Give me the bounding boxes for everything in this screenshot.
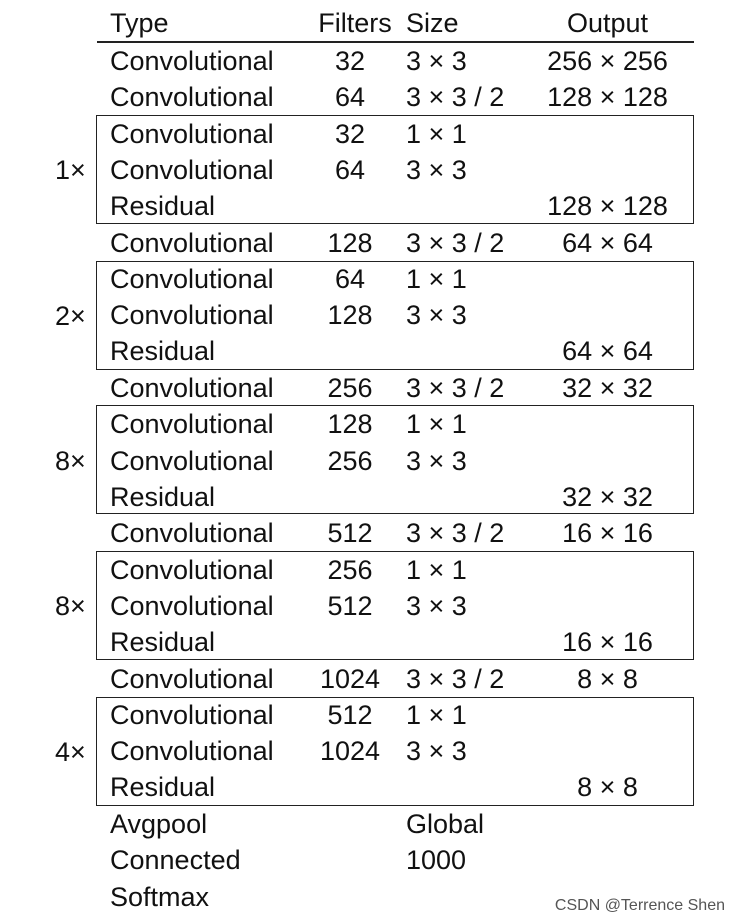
- block-multiplier: 2×: [55, 301, 86, 331]
- block-multiplier: 4×: [55, 737, 86, 767]
- cell-type: Convolutional: [110, 664, 274, 694]
- cell-filters: 256: [327, 446, 373, 476]
- table-row: [0, 515, 739, 551]
- cell-type: Residual: [110, 772, 216, 802]
- table-row: [0, 842, 739, 878]
- cell-size: 3 × 3 / 2: [406, 518, 505, 548]
- cell-filters: 128: [327, 409, 373, 439]
- cell-size: 3 × 3 / 2: [406, 664, 505, 694]
- cell-filters: 512: [327, 700, 373, 730]
- block-multiplier: 8×: [55, 446, 86, 476]
- table-row: [0, 588, 739, 624]
- cell-filters: 32: [334, 119, 366, 149]
- table-row: [0, 43, 739, 79]
- cell-size: 3 × 3: [406, 300, 467, 330]
- cell-output: 128 × 128: [547, 82, 668, 112]
- cell-type: Convolutional: [110, 555, 274, 585]
- cell-type: Convolutional: [110, 518, 274, 548]
- table-row: [0, 624, 739, 660]
- header-size: Size: [406, 8, 459, 38]
- cell-type: Convolutional: [110, 446, 274, 476]
- cell-size: 3 × 3: [406, 591, 467, 621]
- cell-filters: 128: [327, 228, 373, 258]
- header-row: [0, 5, 739, 41]
- cell-type: Residual: [110, 482, 216, 512]
- table-row: [0, 697, 739, 733]
- cell-output: 16 × 16: [562, 627, 653, 657]
- table-row: [0, 443, 739, 479]
- cell-type: Convolutional: [110, 264, 274, 294]
- block-multiplier: 1×: [55, 155, 86, 185]
- watermark-text: CSDN @Terrence Shen: [554, 897, 725, 914]
- cell-type: Convolutional: [110, 119, 274, 149]
- table-row: [0, 79, 739, 115]
- table-row: [0, 188, 739, 224]
- cell-type: Convolutional: [110, 736, 274, 766]
- cell-filters: 1024: [319, 736, 381, 766]
- cell-type: Convolutional: [110, 46, 274, 76]
- cell-size: 1 × 1: [406, 700, 467, 730]
- cell-filters: 256: [327, 373, 373, 403]
- cell-type: Convolutional: [110, 155, 274, 185]
- table-row: [0, 333, 739, 369]
- table-row: [0, 769, 739, 805]
- cell-type: Convolutional: [110, 700, 274, 730]
- block-multiplier: 8×: [55, 591, 86, 621]
- table-row: [0, 225, 739, 261]
- cell-filters: 64: [334, 155, 366, 185]
- table-row: [0, 116, 739, 152]
- cell-size: 3 × 3: [406, 155, 467, 185]
- cell-filters: 256: [327, 555, 373, 585]
- cell-type: Convolutional: [110, 228, 274, 258]
- header-filters: Filters: [318, 8, 392, 38]
- cell-size: 3 × 3 / 2: [406, 228, 505, 258]
- cell-filters: 512: [327, 518, 373, 548]
- cell-size: 1 × 1: [406, 555, 467, 585]
- cell-type: Convolutional: [110, 409, 274, 439]
- cell-output: 8 × 8: [577, 772, 638, 802]
- cell-output: 16 × 16: [562, 518, 653, 548]
- cell-filters: 128: [327, 300, 373, 330]
- header-output: Output: [566, 8, 649, 38]
- table-row: [0, 479, 739, 515]
- table-row: [0, 661, 739, 697]
- cell-size: 3 × 3: [406, 446, 467, 476]
- cell-size: 3 × 3: [406, 736, 467, 766]
- cell-filters: 1024: [319, 664, 381, 694]
- cell-type: Residual: [110, 191, 216, 221]
- cell-type: Convolutional: [110, 591, 274, 621]
- cell-size: 1 × 1: [406, 119, 467, 149]
- table-row: [0, 406, 739, 442]
- cell-type: Residual: [110, 336, 216, 366]
- cell-size: Global: [406, 809, 485, 839]
- cell-type: Convolutional: [110, 373, 274, 403]
- cell-output: 64 × 64: [562, 336, 653, 366]
- cell-filters: 512: [327, 591, 373, 621]
- cell-size: 3 × 3 / 2: [406, 373, 505, 403]
- cell-size: 1 × 1: [406, 409, 467, 439]
- table-row: [0, 552, 739, 588]
- cell-size: 3 × 3 / 2: [406, 82, 505, 112]
- cell-type: Connected: [110, 845, 241, 875]
- cell-size: 1000: [406, 845, 467, 875]
- cell-size: 1 × 1: [406, 264, 467, 294]
- cell-output: 32 × 32: [562, 373, 653, 403]
- cell-type: Residual: [110, 627, 216, 657]
- cell-output: 256 × 256: [547, 46, 668, 76]
- table-row: [0, 152, 739, 188]
- table-row: [0, 297, 739, 333]
- cell-filters: 64: [334, 264, 366, 294]
- cell-type: Avgpool: [110, 809, 208, 839]
- header-type: Type: [110, 8, 169, 38]
- cell-filters: 64: [334, 82, 366, 112]
- cell-output: 8 × 8: [577, 664, 638, 694]
- table-row: [0, 806, 739, 842]
- cell-output: 128 × 128: [547, 191, 668, 221]
- cell-type: Softmax: [110, 882, 210, 912]
- cell-filters: 32: [334, 46, 366, 76]
- cell-type: Convolutional: [110, 82, 274, 112]
- table-row: [0, 733, 739, 769]
- cell-output: 64 × 64: [562, 228, 653, 258]
- table-row: [0, 370, 739, 406]
- cell-type: Convolutional: [110, 300, 274, 330]
- table-row: [0, 261, 739, 297]
- cell-size: 3 × 3: [406, 46, 467, 76]
- cell-output: 32 × 32: [562, 482, 653, 512]
